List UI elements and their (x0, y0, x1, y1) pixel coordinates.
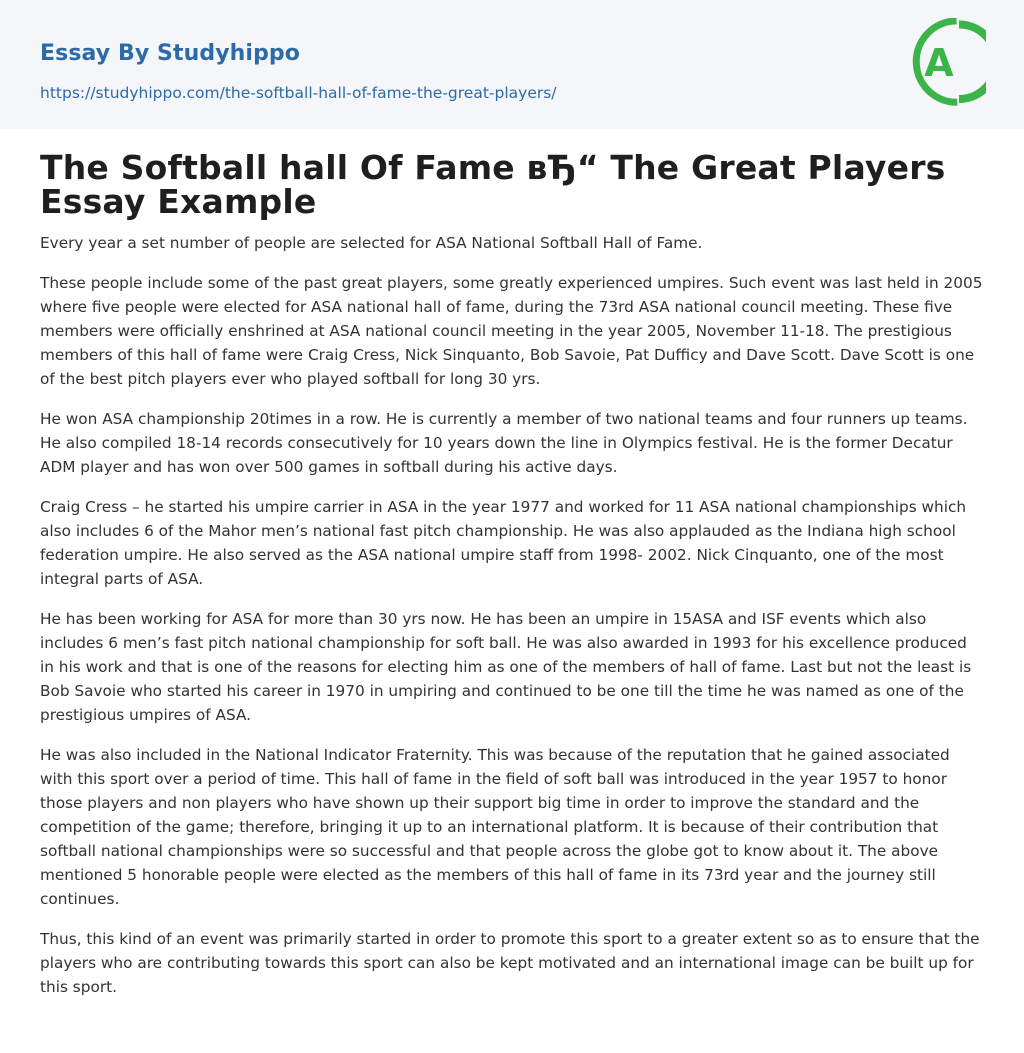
article-paragraph: He won ASA championship 20times in a row. He is currently a member of two national teams and four runners up teams. He also compiled 18-14 records consecutively for 10 years down the line in Olympics festival. He is the former Decatur ADM player and has won over 500 games in softball during his active days. (40, 410, 968, 476)
site-brand[interactable]: Essay By Studyhippo (40, 41, 300, 66)
article-paragraph: He has been working for ASA for more than 30 yrs now. He has been an umpire in 15ASA and ISF events which also includes 6 men’s fast pitch national championship for soft ball. He was also awarded in 1993 for his excellence produced in his work and that is one of the reasons for electing him as one of the members of hall of fame. Last but not the least is Bob Savoie who started his career in 1970 in umpiring and continued to be one till the time he was named as one of the prestigious umpires of ASA. (40, 610, 972, 724)
article-paragraph: These people include some of the past great players, some greatly experienced umpires. Such event was last held in 2005 where five people were elected for ASA national hall of fame, during the 73rd ASA national council meeting. These five members were officially enshrined at ASA national council meeting in the year 2005, November 11-18. The prestigious members of this hall of fame were Craig Cress, Nick Sinquanto, Bob Savoie, Pat Dufficy and Dave Scott. Dave Scott is one of the best pitch players ever who played softball for long 30 yrs. (40, 274, 983, 388)
article-paragraph: Every year a set number of people are selected for ASA National Softball Hall of Fame. (40, 234, 703, 252)
article-paragraph: Thus, this kind of an event was primarily started in order to promote this sport to a greater extent so as to ensure that the players who are contributing towards this sport can also be kept motivated and an international image can be built up for this sport. (40, 930, 980, 996)
article-paragraph: He was also included in the National Indicator Fraternity. This was because of the reputation that he gained associated with this sport over a period of time. This hall of fame in the field of soft ball was introduced in the year 1957 to honor those players and non players who have shown up their support big time in order to improve the standard and the competition of the game; therefore, bringing it up to an international platform. It is because of their contribution that softball national championships were so successful and that people across the globe got to know about it. The above mentioned 5 honorable people were elected as the members of this hall of fame in its 73rd year and the journey still continues. (40, 746, 950, 908)
logo-letter: A (924, 41, 954, 85)
article-title: The Softball hall Of Fame вЂ“ The Great Players Essay Example (40, 148, 946, 221)
article-paragraph: Craig Cress – he started his umpire carrier in ASA in the year 1977 and worked for 11 ASA national championships which also includes 6 of the Mahor men’s national fast pitch championship. He was also applauded as the Indiana high school federation umpire. He also served as the ASA national umpire staff from 1998- 2002. Nick Cinquanto, one of the most integral parts of ASA. (40, 498, 967, 588)
page-url-link[interactable]: https://studyhippo.com/the-softball-hall-of-fame-the-great-players/ (40, 84, 557, 102)
